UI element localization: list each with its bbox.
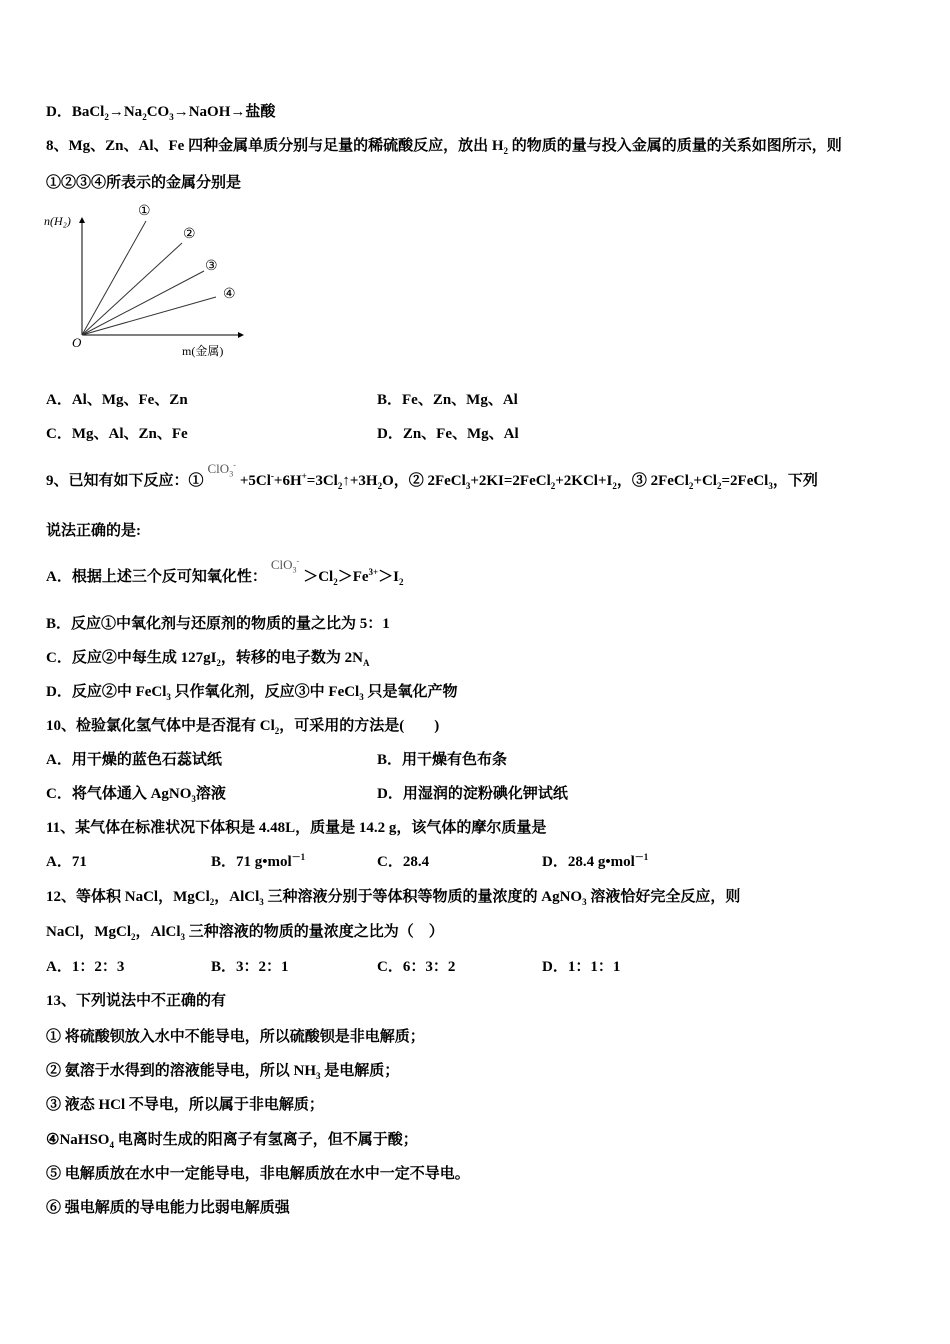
text-segment: B．反应①中氧化剂与还原剂的物质的量之比为 5：1: [46, 616, 390, 632]
text-segment: ，转移的电子数为 2N: [220, 650, 364, 666]
text-segment: 是电解质；: [320, 1063, 400, 1079]
text-line: [46, 682, 458, 702]
option-item: [211, 957, 289, 977]
chlorate-ion-part: 3: [229, 469, 234, 479]
text-segment: 说法正确的是:: [46, 523, 141, 539]
text-segment: ⑤ 电解质放在水中一定能导电，非电解质放在水中一定不导电。: [46, 1166, 470, 1182]
text-segment: -: [270, 471, 274, 481]
text-segment: 溶液恰好完全反应，则: [586, 889, 741, 905]
y-axis-arrow: [79, 217, 85, 223]
text-segment: 三种溶液分别于等体积等物质的量浓度的 AgNO: [263, 889, 583, 905]
option-item: [211, 852, 305, 872]
option-item: [46, 390, 188, 410]
text-segment: 3: [359, 692, 364, 702]
curve-label-1: ①: [138, 204, 151, 219]
text-segment: 只作氧化剂，反应③中 FeCl: [170, 684, 360, 700]
text-segment: 2: [142, 112, 147, 122]
text-line: [46, 648, 370, 668]
text-segment: ⑥ 强电解质的导电能力比弱电解质强: [46, 1200, 290, 1216]
text-segment: D．Zn、Fe、Mg、Al: [377, 426, 519, 442]
text-segment: +2KCl+I: [555, 473, 613, 489]
text-segment: 8、Mg、Zn、Al、Fe 四种金属单质分别与足量的稀硫酸反应，放出 H: [46, 138, 504, 154]
text-line: [46, 521, 141, 541]
text-line: [46, 1164, 470, 1184]
text-segment: [207, 460, 236, 479]
text-segment: ，可采用的方法是( ): [279, 718, 440, 734]
text-line: [46, 556, 404, 587]
text-segment: ① 将硫酸钡放入水中不能导电，所以硫酸钡是非电解质；: [46, 1029, 425, 1045]
curve-label-3: ③: [205, 259, 218, 274]
text-segment: D．28.4 g•mol: [542, 854, 635, 870]
text-line: [46, 173, 241, 193]
text-segment: 的物质的量与投入金属的质量的关系如图所示，则: [508, 138, 842, 154]
text-segment: B．Fe、Zn、Mg、Al: [377, 392, 518, 408]
chlorate-ion-part: ClO: [270, 557, 293, 572]
option-item: [377, 390, 518, 410]
text-segment: =2FeCl: [721, 473, 769, 489]
text-segment: 3: [191, 794, 196, 804]
text-segment: ，AlCl: [135, 924, 181, 940]
text-line: [46, 102, 275, 122]
text-segment: 2: [612, 481, 617, 491]
text-segment: ＞Cl: [303, 569, 334, 585]
text-segment: ↑+3H: [342, 473, 378, 489]
text-segment: A: [363, 658, 370, 668]
text-segment: ③ 液态 HCl 不导电，所以属于非电解质；: [46, 1097, 324, 1113]
text-segment: →NaOH→盐酸: [173, 104, 276, 120]
text-segment: 电离时生成的阳离子有氢离子，但不属于酸；: [113, 1132, 418, 1148]
text-segment: 2: [716, 481, 722, 491]
text-segment: 3+: [368, 567, 379, 577]
text-segment: －1: [634, 852, 649, 862]
text-segment: 2: [550, 481, 556, 491]
text-segment: 2: [337, 481, 343, 491]
text-segment: ② 氨溶于水得到的溶液能导电，所以 NH: [46, 1063, 317, 1079]
option-item: [46, 852, 87, 872]
text-segment: [270, 556, 300, 575]
text-segment: D．反应②中 FeCl: [46, 684, 167, 700]
text-segment: 12、等体积 NaCl，MgCl: [46, 889, 210, 905]
text-segment: 13、下列说法中不正确的有: [46, 993, 227, 1009]
origin-label: O: [72, 335, 82, 350]
option-item: [46, 957, 124, 977]
y-axis-label: n(H₂): [44, 214, 71, 228]
text-segment: ④NaHSO: [46, 1132, 110, 1148]
text-segment: 只是氧化产物: [363, 684, 458, 700]
text-segment: +6H: [273, 473, 302, 489]
option-item: [46, 424, 188, 444]
option-item: [377, 852, 429, 872]
text-segment: 4: [109, 1140, 114, 1150]
text-segment: A．根据上述三个反可知氧化性：: [46, 569, 267, 585]
text-segment: 3: [465, 481, 471, 491]
text-line: [46, 716, 439, 736]
text-segment: 3: [166, 692, 171, 702]
text-segment: ，③ 2FeCl: [616, 473, 689, 489]
text-segment: 3: [259, 897, 264, 907]
text-line: [46, 818, 546, 838]
text-segment: 2: [131, 932, 136, 942]
text-segment: 9、已知有如下反应：①: [46, 473, 204, 489]
chlorate-ion-part: 3: [292, 565, 297, 575]
text-line: [46, 887, 740, 907]
text-segment: D．BaCl: [46, 104, 105, 120]
text-segment: 3: [180, 932, 186, 942]
text-segment: D．1：1：1: [542, 959, 621, 975]
option-item: [46, 750, 222, 770]
text-segment: 三种溶液的物质的量浓度之比为（ ）: [185, 924, 444, 940]
chlorate-ion-part: -: [233, 460, 236, 470]
text-segment: ①②③④所表示的金属分别是: [46, 175, 242, 191]
text-segment: B．3：2：1: [211, 959, 289, 975]
text-segment: ，AlCl: [214, 889, 260, 905]
option-item: [542, 957, 620, 977]
text-segment: 2: [688, 481, 694, 491]
text-line: [46, 614, 390, 634]
text-segment: D．用湿润的淀粉碘化钾试纸: [377, 786, 568, 802]
text-segment: +5Cl: [239, 473, 271, 489]
text-segment: A．71: [46, 854, 87, 870]
text-line: [46, 1061, 399, 1081]
text-segment: B．用干燥有色布条: [377, 752, 508, 768]
text-segment: ＞Fe: [337, 569, 369, 585]
text-segment: →Na: [108, 104, 143, 120]
text-segment: 3: [169, 112, 174, 122]
text-segment: A．Al、Mg、Fe、Zn: [46, 392, 188, 408]
text-segment: +Cl: [693, 473, 717, 489]
text-line: [46, 991, 226, 1011]
text-segment: 3: [582, 897, 587, 907]
text-segment: 2: [274, 726, 280, 736]
text-segment: +: [301, 471, 307, 481]
text-segment: －1: [291, 852, 306, 862]
text-segment: 2: [377, 481, 383, 491]
text-segment: 2: [216, 658, 221, 668]
text-segment: 3: [768, 481, 773, 491]
text-segment: C．将气体通入 AgNO: [46, 786, 192, 802]
text-line: [46, 922, 444, 942]
text-line: [46, 1198, 290, 1218]
text-line: [46, 1027, 425, 1047]
text-line: [46, 1130, 418, 1150]
text-line: [46, 460, 818, 491]
x-axis-label: m(金属): [182, 344, 224, 358]
text-segment: C．Mg、Al、Zn、Fe: [46, 426, 188, 442]
option-item: [377, 750, 507, 770]
text-segment: CO: [146, 104, 170, 120]
text-segment: B．71 g•mol: [211, 854, 292, 870]
text-segment: 2: [503, 146, 508, 156]
option-item: [377, 784, 568, 804]
text-segment: 3: [316, 1071, 321, 1081]
option-item: [46, 784, 226, 804]
text-segment: C．反应②中每生成 127gI: [46, 650, 217, 666]
text-segment: C．6：3：2: [377, 959, 456, 975]
option-item: [542, 852, 648, 872]
text-segment: 2: [104, 112, 109, 122]
text-segment: A．用干燥的蓝色石蕊试纸: [46, 752, 222, 768]
text-segment: =3Cl: [306, 473, 338, 489]
text-segment: ＞I: [378, 569, 400, 585]
text-segment: NaCl，MgCl: [46, 924, 131, 940]
text-segment: 10、检验氯化氢气体中是否混有 Cl: [46, 718, 275, 734]
text-segment: +2KI=2FeCl: [470, 473, 551, 489]
x-axis-arrow: [238, 332, 244, 338]
text-segment: C．28.4: [377, 854, 430, 870]
chlorate-ion-part: ClO: [207, 461, 230, 476]
text-segment: 11、某气体在标准状况下体积是 4.48L，质量是 14.2 g，该气体的摩尔质量是: [46, 820, 547, 836]
text-segment: 2: [399, 577, 404, 587]
text-line: [46, 136, 842, 156]
h2-vs-metal-mass-figure: [40, 195, 260, 365]
text-line: [46, 1095, 324, 1115]
text-segment: 2: [209, 897, 215, 907]
curve-label-4: ④: [223, 287, 236, 302]
option-item: [377, 424, 519, 444]
text-segment: A．1：2：3: [46, 959, 125, 975]
option-item: [377, 957, 455, 977]
text-segment: 溶液: [195, 786, 226, 802]
text-segment: O，② 2FeCl: [382, 473, 466, 489]
chlorate-ion-part: -: [296, 556, 300, 566]
curve-label-2: ②: [183, 227, 196, 242]
text-segment: ，下列: [772, 473, 818, 489]
text-segment: 2: [333, 577, 338, 587]
